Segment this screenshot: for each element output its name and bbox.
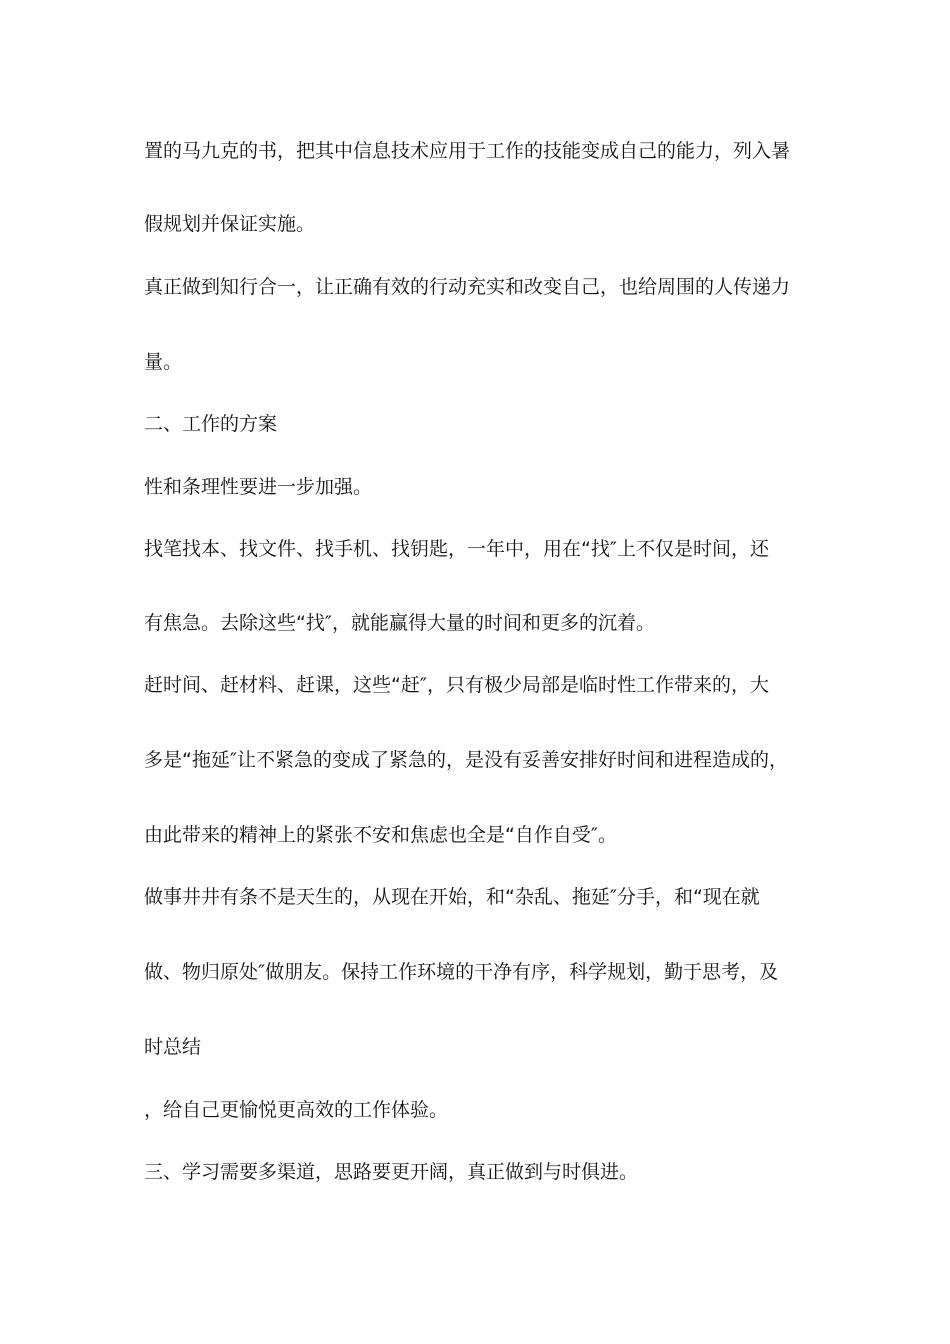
text-line: 有焦急。去除这些“找″，就能赢得大量的时间和更多的沉着。 — [144, 612, 655, 634]
text-line: 由此带来的精神上的紧张不安和焦虑也全是“自作自受″。 — [144, 824, 617, 846]
text-line: 做、物归原处″做朋友。保持工作环境的干净有序，科学规划，勤于思考，及 — [144, 961, 779, 983]
text-line: 量。 — [144, 351, 183, 373]
text-line: 真正做到知行合一，让正确有效的行动充实和改变自己，也给周围的人传递力 — [144, 276, 791, 298]
text-line: 做事井井有条不是天生的，从现在开始，和“杂乱、拖延″分手，和“现在就 — [144, 886, 760, 908]
text-line: 置的马九克的书，把其中信息技术应用于工作的技能变成自己的能力，列入暑 — [144, 140, 791, 162]
text-line: 时总结 — [144, 1036, 202, 1058]
text-line: ，给自己更愉悦更高效的工作体验。 — [144, 1099, 449, 1121]
text-line: 找笔找本、找文件、找手机、找钥匙，一年中，用在“找″上不仅是时间，还 — [144, 538, 769, 560]
section-heading: 三、学习需要多渠道，思路要更开阔，真正做到与时俱进。 — [144, 1161, 639, 1183]
section-heading: 二、工作的方案 — [144, 413, 278, 435]
text-line: 性和条理性要进一步加强。 — [144, 476, 373, 498]
text-line: 多是“拖延″让不紧急的变成了紧急的，是没有妥善安排好时间和进程造成的， — [144, 749, 788, 771]
text-line: 假规划并保证实施。 — [144, 213, 316, 235]
text-line: 赶时间、赶材料、赶课，这些“赶″，只有极少局部是临时性工作带来的，大 — [144, 674, 769, 696]
